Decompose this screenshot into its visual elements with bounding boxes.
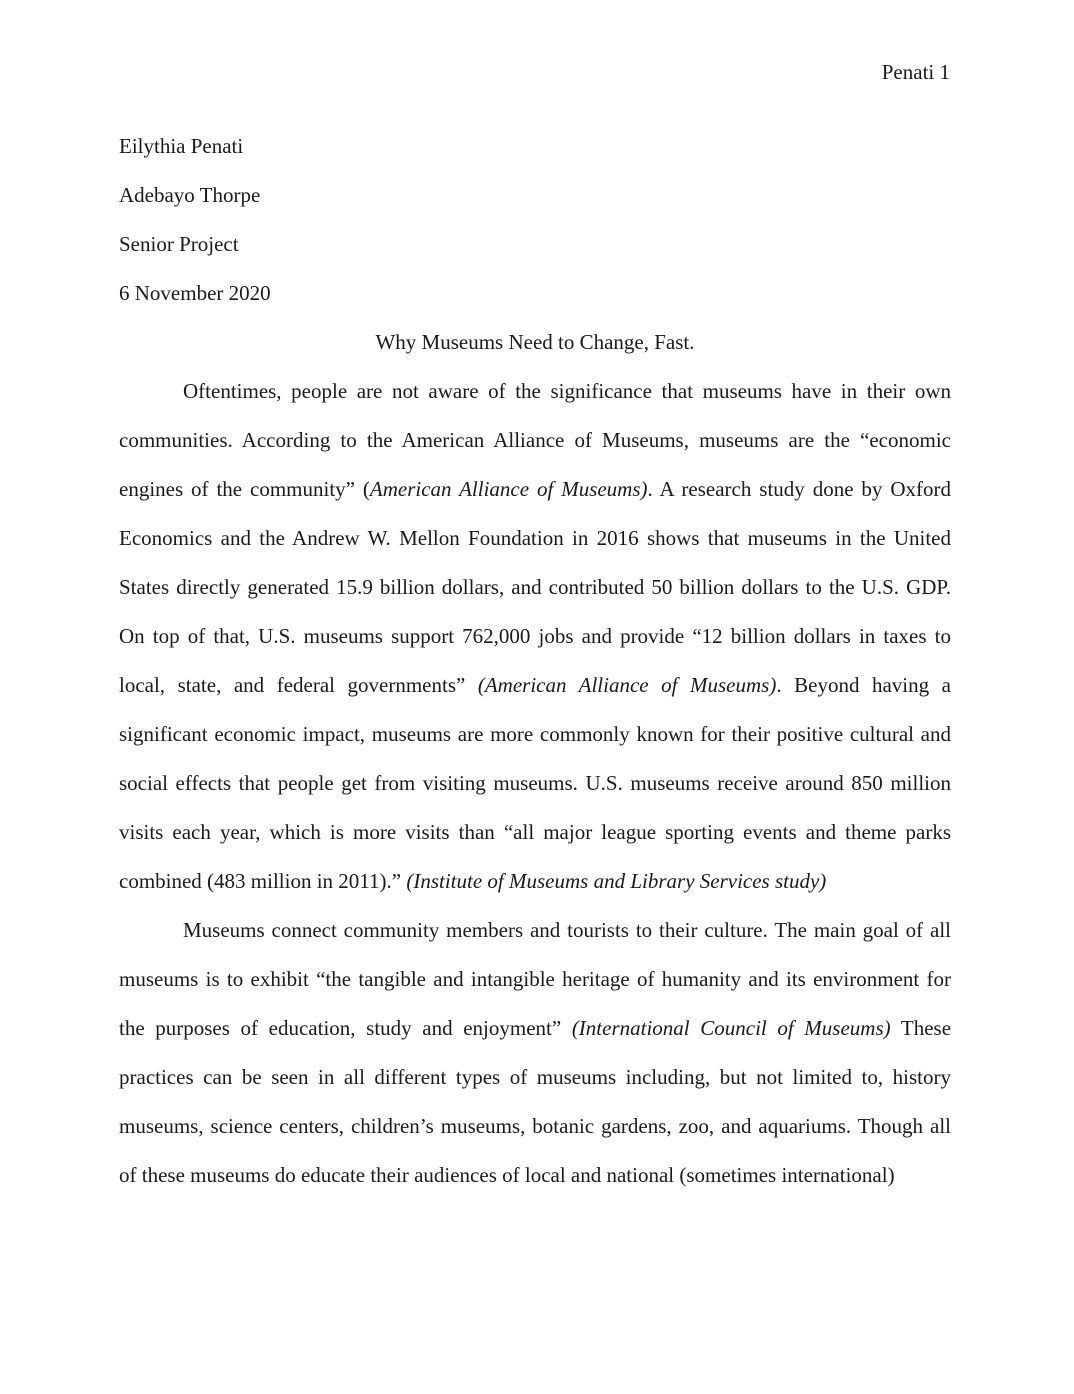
body-text: combined (483 million in 2011).” [119, 869, 407, 893]
course-name: Senior Project [119, 232, 239, 256]
paragraph-line [119, 612, 951, 661]
paragraph-line [119, 808, 951, 857]
author-name: Eilythia Penati [119, 134, 244, 158]
citation-text: (International Council of Museums) [571, 1016, 891, 1040]
body-text: the purposes of education, study and enjoyment” [119, 1016, 572, 1040]
paragraph-line [119, 955, 951, 1004]
body-text: local, state, and federal governments” [119, 673, 478, 697]
body-text: significant economic impact, museums are more commonly known for their positive cultural and [119, 722, 951, 746]
paragraph-line [119, 1102, 951, 1151]
body-text: . Beyond having a [776, 673, 951, 697]
body-text: museums is to exhibit “the tangible and intangible heritage of humanity and its environment for [119, 967, 951, 991]
body-text: These [890, 1016, 952, 1040]
paragraph-line [119, 1151, 951, 1200]
paragraph-line [119, 759, 951, 808]
body-text: engines of the community” ( [119, 477, 370, 501]
paragraph-line [119, 1004, 951, 1053]
paragraph-line [119, 661, 951, 710]
date: 6 November 2020 [119, 281, 271, 305]
paragraph-line [119, 906, 951, 955]
body-text: museums, science centers, children’s museums, botanic gardens, zoo, and aquariums. Though all [119, 1114, 951, 1138]
paragraph-line [119, 367, 951, 416]
paragraph-line [119, 710, 951, 759]
essay-paragraph [119, 367, 951, 906]
body-text: Museums connect community members and tourists to their culture. The main goal of all [183, 918, 951, 942]
body-text: practices can be seen in all different types of museums including, but not limited to, history [119, 1065, 951, 1089]
page-header-number: Penati 1 [881, 60, 950, 84]
mla-heading [119, 122, 959, 367]
body-text: Oftentimes, people are not aware of the significance that museums have in their own [183, 379, 951, 403]
citation-text: (Institute of Museums and Library Services study) [406, 869, 827, 893]
citation-text: American Alliance of Museums) [369, 477, 648, 501]
paragraph-line [119, 416, 951, 465]
paragraph-line [119, 1053, 951, 1102]
body-text: Economics and the Andrew W. Mellon Foundation in 2016 shows that museums in the United [119, 526, 951, 550]
body-text: social effects that people get from visiting museums. U.S. museums receive around 850 million [119, 771, 951, 795]
body-text: of these museums do educate their audiences of local and national (sometimes international) [119, 1163, 895, 1187]
body-text: States directly generated 15.9 billion dollars, and contributed 50 billion dollars to the U.S. GDP. [119, 575, 951, 599]
essay-body [119, 367, 951, 1200]
citation-text: (American Alliance of Museums) [477, 673, 777, 697]
body-text: On top of that, U.S. museums support 762,000 jobs and provide “12 billion dollars in taxes to [119, 624, 951, 648]
body-text: communities. According to the American Alliance of Museums, museums are the “economic [119, 428, 951, 452]
essay-paragraph [119, 906, 951, 1200]
paragraph-line [119, 857, 951, 906]
body-text: . A research study done by Oxford [647, 477, 951, 501]
essay-title: Why Museums Need to Change, Fast. [375, 330, 695, 354]
paragraph-line [119, 563, 951, 612]
body-text: visits each year, which is more visits than “all major league sporting events and theme parks [119, 820, 951, 844]
paragraph-line [119, 514, 951, 563]
paragraph-line [119, 465, 951, 514]
instructor-name: Adebayo Thorpe [119, 183, 261, 207]
